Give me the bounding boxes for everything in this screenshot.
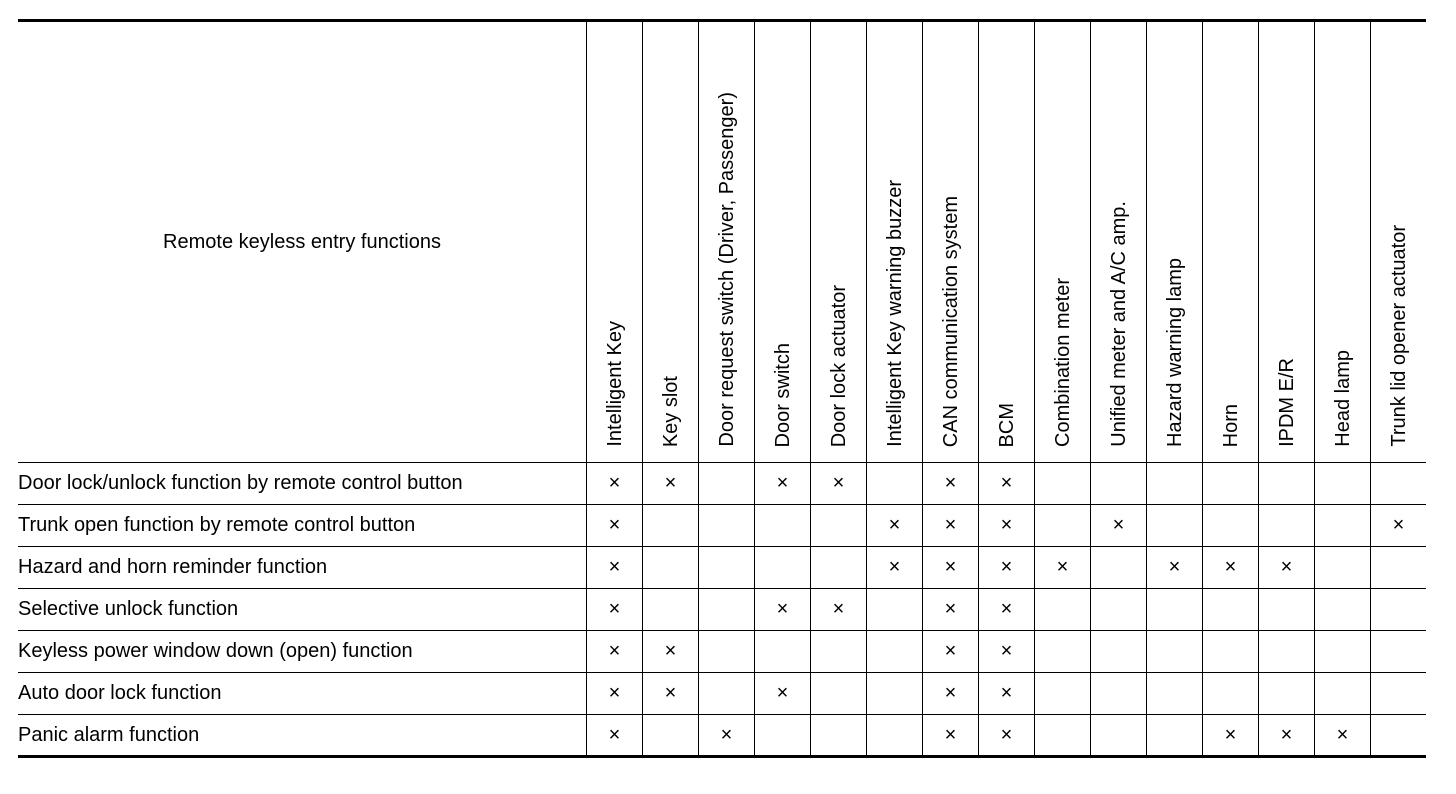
empty-cell: [1147, 631, 1203, 673]
component-label-wrapper: [699, 22, 754, 462]
empty-cell: [1259, 505, 1315, 547]
empty-cell: [1315, 505, 1371, 547]
empty-cell: [755, 505, 811, 547]
component-label: Door lock actuator: [827, 284, 850, 447]
function-name-cell: Trunk open function by remote control button: [18, 505, 587, 547]
component-column-header: [1147, 21, 1203, 463]
applies-mark-cell: ×: [979, 673, 1035, 715]
empty-cell: [1315, 547, 1371, 589]
applies-mark-cell: ×: [1315, 715, 1371, 757]
empty-cell: [643, 589, 699, 631]
applies-mark-cell: ×: [587, 715, 643, 757]
table-row: [18, 463, 1426, 505]
function-name-cell: Door lock/unlock function by remote control button: [18, 463, 587, 505]
component-label: Intelligent Key warning buzzer: [883, 180, 906, 447]
applies-mark-cell: ×: [755, 673, 811, 715]
empty-cell: [1315, 589, 1371, 631]
component-label-wrapper: [979, 22, 1034, 462]
applies-mark-cell: ×: [979, 589, 1035, 631]
empty-cell: [1091, 715, 1147, 757]
empty-cell: [1035, 631, 1091, 673]
component-label: Intelligent Key: [603, 321, 626, 447]
applies-mark-cell: ×: [643, 631, 699, 673]
table-row: [18, 631, 1426, 673]
component-label: Combination meter: [1051, 278, 1074, 447]
empty-cell: [867, 715, 923, 757]
empty-cell: [1259, 463, 1315, 505]
component-label-wrapper: [587, 22, 642, 462]
component-label: IPDM E/R: [1275, 358, 1298, 447]
empty-cell: [1259, 589, 1315, 631]
empty-cell: [643, 505, 699, 547]
applies-mark-cell: ×: [1203, 715, 1259, 757]
empty-cell: [811, 547, 867, 589]
empty-cell: [1147, 715, 1203, 757]
applies-mark-cell: ×: [755, 589, 811, 631]
empty-cell: [1091, 463, 1147, 505]
component-label: Hazard warning lamp: [1163, 258, 1186, 447]
empty-cell: [1091, 589, 1147, 631]
applies-mark-cell: ×: [979, 631, 1035, 673]
empty-cell: [699, 589, 755, 631]
empty-cell: [643, 547, 699, 589]
empty-cell: [1371, 463, 1427, 505]
empty-cell: [1259, 631, 1315, 673]
empty-cell: [867, 673, 923, 715]
empty-cell: [643, 715, 699, 757]
applies-mark-cell: ×: [643, 463, 699, 505]
component-label-wrapper: [1315, 22, 1370, 462]
empty-cell: [699, 631, 755, 673]
table-row: [18, 547, 1426, 589]
applies-mark-cell: ×: [979, 715, 1035, 757]
component-column-header: [979, 21, 1035, 463]
applies-mark-cell: ×: [979, 463, 1035, 505]
table-row: [18, 715, 1426, 757]
empty-cell: [699, 463, 755, 505]
empty-cell: [1371, 715, 1427, 757]
function-name-cell: Keyless power window down (open) function: [18, 631, 587, 673]
component-label: Unified meter and A/C amp.: [1107, 201, 1130, 447]
component-column-header: [1035, 21, 1091, 463]
header-row: [18, 21, 1426, 463]
table-body: [18, 463, 1426, 757]
empty-cell: [1203, 673, 1259, 715]
applies-mark-cell: ×: [1371, 505, 1427, 547]
empty-cell: [1091, 673, 1147, 715]
component-column-header: [867, 21, 923, 463]
empty-cell: [1259, 673, 1315, 715]
component-column-header: [1259, 21, 1315, 463]
applies-mark-cell: ×: [1259, 715, 1315, 757]
empty-cell: [811, 715, 867, 757]
empty-cell: [867, 589, 923, 631]
applies-mark-cell: ×: [587, 505, 643, 547]
component-label-wrapper: [923, 22, 978, 462]
applies-mark-cell: ×: [923, 547, 979, 589]
applies-mark-cell: ×: [979, 547, 1035, 589]
applies-mark-cell: ×: [811, 463, 867, 505]
applies-mark-cell: ×: [1259, 547, 1315, 589]
applies-mark-cell: ×: [923, 673, 979, 715]
applies-mark-cell: ×: [587, 463, 643, 505]
component-column-header: [755, 21, 811, 463]
component-label-wrapper: [867, 22, 922, 462]
empty-cell: [699, 673, 755, 715]
applies-mark-cell: ×: [1147, 547, 1203, 589]
applies-mark-cell: ×: [1035, 547, 1091, 589]
empty-cell: [811, 673, 867, 715]
empty-cell: [699, 505, 755, 547]
empty-cell: [1371, 547, 1427, 589]
applies-mark-cell: ×: [811, 589, 867, 631]
function-column-header: Remote keyless entry functions: [163, 230, 441, 253]
function-name-cell: Selective unlock function: [18, 589, 587, 631]
applies-mark-cell: ×: [587, 673, 643, 715]
empty-cell: [1147, 505, 1203, 547]
empty-cell: [1091, 631, 1147, 673]
component-column-header: [643, 21, 699, 463]
applies-mark-cell: ×: [979, 505, 1035, 547]
applies-mark-cell: ×: [867, 547, 923, 589]
component-label-wrapper: [755, 22, 810, 462]
applies-mark-cell: ×: [587, 589, 643, 631]
empty-cell: [1035, 589, 1091, 631]
applies-mark-cell: ×: [923, 589, 979, 631]
empty-cell: [1147, 673, 1203, 715]
empty-cell: [867, 463, 923, 505]
function-component-matrix: [18, 19, 1426, 758]
component-column-header: [1371, 21, 1427, 463]
applies-mark-cell: ×: [923, 505, 979, 547]
applies-mark-cell: ×: [1203, 547, 1259, 589]
empty-cell: [1203, 505, 1259, 547]
table-header: [18, 21, 1426, 463]
empty-cell: [1091, 547, 1147, 589]
empty-cell: [755, 631, 811, 673]
applies-mark-cell: ×: [699, 715, 755, 757]
empty-cell: [1035, 505, 1091, 547]
empty-cell: [867, 631, 923, 673]
empty-cell: [811, 505, 867, 547]
component-label-wrapper: [1091, 22, 1146, 462]
empty-cell: [1035, 673, 1091, 715]
component-column-header: [1203, 21, 1259, 463]
component-label: Head lamp: [1331, 350, 1354, 447]
component-label: Door switch: [771, 342, 794, 447]
component-label: CAN communication system: [939, 195, 962, 447]
component-column-header: [587, 21, 643, 463]
empty-cell: [1371, 673, 1427, 715]
component-label-wrapper: [1371, 22, 1426, 462]
empty-cell: [699, 547, 755, 589]
component-label: Horn: [1219, 403, 1242, 447]
empty-cell: [1315, 673, 1371, 715]
component-label-wrapper: [1035, 22, 1090, 462]
applies-mark-cell: ×: [643, 673, 699, 715]
applies-mark-cell: ×: [587, 547, 643, 589]
component-column-header: [1091, 21, 1147, 463]
applies-mark-cell: ×: [923, 463, 979, 505]
applies-mark-cell: ×: [755, 463, 811, 505]
component-label-wrapper: [1203, 22, 1258, 462]
empty-cell: [811, 631, 867, 673]
component-label-wrapper: [811, 22, 866, 462]
component-label-wrapper: [643, 22, 698, 462]
empty-cell: [1203, 463, 1259, 505]
component-column-header: [811, 21, 867, 463]
applies-mark-cell: ×: [923, 715, 979, 757]
empty-cell: [1371, 589, 1427, 631]
empty-cell: [1315, 463, 1371, 505]
empty-cell: [755, 547, 811, 589]
component-label: BCM: [995, 402, 1018, 447]
component-column-header: [923, 21, 979, 463]
applies-mark-cell: ×: [587, 631, 643, 673]
empty-cell: [1147, 589, 1203, 631]
table-row: [18, 505, 1426, 547]
applies-mark-cell: ×: [867, 505, 923, 547]
empty-cell: [1315, 631, 1371, 673]
empty-cell: [1371, 631, 1427, 673]
empty-cell: [1035, 715, 1091, 757]
empty-cell: [1203, 631, 1259, 673]
applies-mark-cell: ×: [923, 631, 979, 673]
component-label: Key slot: [659, 375, 682, 447]
empty-cell: [1035, 463, 1091, 505]
component-column-header: [1315, 21, 1371, 463]
component-column-header: [699, 21, 755, 463]
function-name-cell: Auto door lock function: [18, 673, 587, 715]
function-name-cell: Hazard and horn reminder function: [18, 547, 587, 589]
table-row: [18, 589, 1426, 631]
component-label: Trunk lid opener actuator: [1387, 225, 1410, 447]
function-name-cell: Panic alarm function: [18, 715, 587, 757]
applies-mark-cell: ×: [1091, 505, 1147, 547]
empty-cell: [1147, 463, 1203, 505]
table-row: [18, 673, 1426, 715]
empty-cell: [1203, 589, 1259, 631]
empty-cell: [755, 715, 811, 757]
component-label-wrapper: [1147, 22, 1202, 462]
component-label-wrapper: [1259, 22, 1314, 462]
component-label: Door request switch (Driver, Passenger): [715, 92, 738, 447]
